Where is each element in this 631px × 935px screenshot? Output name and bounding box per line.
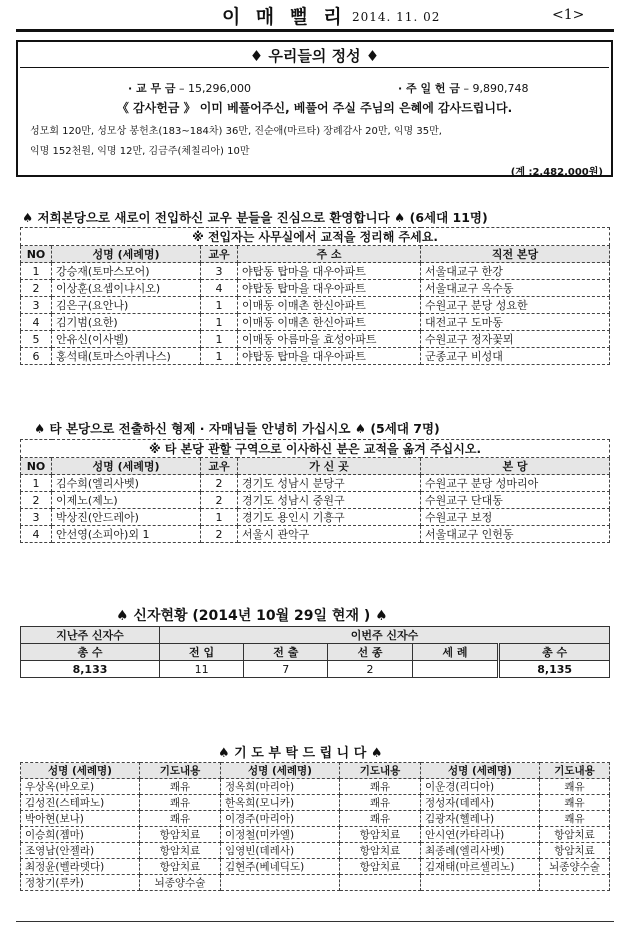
table-row bbox=[21, 280, 610, 297]
stat-value bbox=[412, 661, 499, 678]
leavers-note: ※ 타 본당 관할 구역으로 이사하신 분은 교적을 옮겨 주십시오. bbox=[21, 440, 610, 458]
table-cell: 수원교구 분당 성마리아 bbox=[421, 475, 610, 492]
table-cell: 김성진(스테파노) bbox=[21, 795, 140, 811]
table-cell: 쾌유 bbox=[340, 795, 421, 811]
table-cell: 5 bbox=[21, 331, 52, 348]
table-cell: 경기도 용인시 기흥구 bbox=[238, 509, 421, 526]
table-cell: 수원교구 분당 성요한 bbox=[421, 297, 610, 314]
table-cell: 1 bbox=[201, 331, 238, 348]
header-divider bbox=[16, 29, 614, 32]
this-total-value: 8,135 bbox=[499, 661, 610, 678]
col-header: 성명 (세례명) bbox=[221, 763, 340, 779]
col-header: 기도내용 bbox=[340, 763, 421, 779]
table-cell: 야탑동 탑마을 대우아파트 bbox=[238, 280, 421, 297]
table-row bbox=[21, 475, 610, 492]
table-cell: 이매동 이매촌 한신아파트 bbox=[238, 314, 421, 331]
table-row bbox=[21, 779, 610, 795]
col-header: 기도내용 bbox=[140, 763, 221, 779]
table-row bbox=[21, 875, 610, 891]
table-cell: 3 bbox=[21, 509, 52, 526]
table-cell: 경기도 성남시 중원구 bbox=[238, 492, 421, 509]
table-cell bbox=[421, 875, 540, 891]
footer-divider bbox=[16, 921, 614, 922]
sunday-offering-value: – 9,890,748 bbox=[460, 82, 529, 95]
table-cell: 이제노(제노) bbox=[52, 492, 201, 509]
table-cell: 김은구(요안나) bbox=[52, 297, 201, 314]
table-cell: 서울시 관악구 bbox=[238, 526, 421, 543]
table-cell: 1 bbox=[201, 348, 238, 365]
this-total-label: 총 수 bbox=[499, 644, 610, 661]
table-row bbox=[21, 314, 610, 331]
col-header: 기도내용 bbox=[540, 763, 610, 779]
col-header: NO bbox=[21, 246, 52, 263]
newcomers-table bbox=[20, 227, 610, 365]
table-cell: 2 bbox=[21, 280, 52, 297]
table-cell: 4 bbox=[21, 526, 52, 543]
bulletin-date: 2014. 11. 02 bbox=[352, 10, 441, 24]
this-week-label: 이번주 신자수 bbox=[160, 627, 610, 644]
table-cell: 박상진(안드레아) bbox=[52, 509, 201, 526]
table-row bbox=[21, 795, 610, 811]
donor-list-line: 익명 152천원, 익명 12만, 김금주(체칠리아) 10만 bbox=[30, 146, 250, 157]
last-total-label: 총 수 bbox=[21, 644, 160, 661]
stat-col: 선 종 bbox=[328, 644, 412, 661]
newcomers-note: ※ 전입자는 사무실에서 교적을 정리해 주세요. bbox=[21, 228, 610, 246]
sunday-offering-label: · 주 일 헌 금 bbox=[398, 82, 461, 95]
table-cell: 대전교구 도마동 bbox=[421, 314, 610, 331]
col-header: 주 소 bbox=[238, 246, 421, 263]
table-cell: 6 bbox=[21, 348, 52, 365]
table-cell: 김수희(엘리사벳) bbox=[52, 475, 201, 492]
table-cell: 서울대교구 인헌동 bbox=[421, 526, 610, 543]
table-row bbox=[21, 348, 610, 365]
table-cell: 서울대교구 옥수동 bbox=[421, 280, 610, 297]
table-cell: 항암치료 bbox=[140, 843, 221, 859]
table-cell: 2 bbox=[21, 492, 52, 509]
col-header: 직전 본당 bbox=[421, 246, 610, 263]
table-cell: 박아현(보나) bbox=[21, 811, 140, 827]
stats-table bbox=[20, 626, 610, 678]
table-cell bbox=[340, 875, 421, 891]
table-cell: 쾌유 bbox=[140, 811, 221, 827]
table-cell: 조영남(안젤라) bbox=[21, 843, 140, 859]
table-cell: 우상옥(바오로) bbox=[21, 779, 140, 795]
table-cell: 1 bbox=[21, 475, 52, 492]
table-cell: 항암치료 bbox=[540, 843, 610, 859]
table-cell: 2 bbox=[201, 492, 238, 509]
table-cell: 1 bbox=[201, 509, 238, 526]
table-cell: 군종교구 비성대 bbox=[421, 348, 610, 365]
col-header: 성명 (세례명) bbox=[421, 763, 540, 779]
newcomers-title: ♠ 저희본당으로 새로이 전입하신 교우 분들을 진심으로 환영합니다 ♠ (6세대 11명) bbox=[22, 210, 488, 225]
table-cell: 1 bbox=[21, 263, 52, 280]
table-cell: 이운경(리디아) bbox=[421, 779, 540, 795]
table-cell: 4 bbox=[201, 280, 238, 297]
offerings-title: ♦ 우리들의 정성 ♦ bbox=[249, 47, 380, 65]
table-cell: 홍석태(토마스아퀴나스) bbox=[52, 348, 201, 365]
table-cell: 쾌유 bbox=[540, 795, 610, 811]
col-header: 가 신 곳 bbox=[238, 458, 421, 475]
table-row bbox=[21, 811, 610, 827]
table-cell: 쾌유 bbox=[140, 795, 221, 811]
col-header: 성명 (세례명) bbox=[21, 763, 140, 779]
table-row bbox=[21, 526, 610, 543]
table-cell: 2 bbox=[201, 526, 238, 543]
table-row bbox=[21, 263, 610, 280]
col-header: 교우 bbox=[201, 246, 238, 263]
tithe-amount bbox=[128, 80, 251, 96]
last-week-label: 지난주 신자수 bbox=[21, 627, 160, 644]
stat-col: 세 례 bbox=[412, 644, 499, 661]
table-cell: 이경주(마리아) bbox=[221, 811, 340, 827]
table-row bbox=[21, 509, 610, 526]
prayers-title: ♠ 기 도 부 탁 드 립 니 다 ♠ bbox=[218, 746, 383, 761]
table-cell: 야탑동 탑마을 대우아파트 bbox=[238, 348, 421, 365]
table-row bbox=[21, 859, 610, 875]
table-cell: 최정윤(벨라뎃다) bbox=[21, 859, 140, 875]
table-cell bbox=[540, 875, 610, 891]
table-cell: 최종례(엘리사벳) bbox=[421, 843, 540, 859]
table-cell: 강승재(토마스모어) bbox=[52, 263, 201, 280]
table-cell: 항암치료 bbox=[340, 827, 421, 843]
page-number: <1> bbox=[552, 7, 585, 23]
table-cell: 항암치료 bbox=[540, 827, 610, 843]
table-cell: 항암치료 bbox=[340, 843, 421, 859]
table-cell: 김재태(마르셀리노) bbox=[421, 859, 540, 875]
table-cell: 항암치료 bbox=[140, 859, 221, 875]
table-cell: 정성자(데레사) bbox=[421, 795, 540, 811]
leavers-table bbox=[20, 439, 610, 543]
stats-title: ♠ 신자현황 (2014년 10월 29일 현재 ) ♠ bbox=[116, 608, 388, 624]
col-header: NO bbox=[21, 458, 52, 475]
table-cell: 쾌유 bbox=[140, 779, 221, 795]
table-cell: 1 bbox=[201, 297, 238, 314]
table-cell: 안선영(소피아)외 1 bbox=[52, 526, 201, 543]
table-cell: 뇌종양수술 bbox=[540, 859, 610, 875]
table-cell: 수원교구 단대동 bbox=[421, 492, 610, 509]
stat-value: 11 bbox=[160, 661, 244, 678]
table-cell: 이매동 아름마을 효성아파트 bbox=[238, 331, 421, 348]
col-header: 성명 (세례명) bbox=[52, 246, 201, 263]
table-cell: 쾌유 bbox=[340, 811, 421, 827]
table-cell: 수원교구 보정 bbox=[421, 509, 610, 526]
table-row bbox=[21, 843, 610, 859]
table-row bbox=[21, 297, 610, 314]
table-cell: 3 bbox=[21, 297, 52, 314]
table-row bbox=[21, 827, 610, 843]
offerings-divider bbox=[20, 67, 609, 68]
table-cell: 쾌유 bbox=[540, 811, 610, 827]
tithe-label: · 교 무 금 bbox=[128, 82, 176, 95]
table-row bbox=[21, 492, 610, 509]
stat-value: 2 bbox=[328, 661, 412, 678]
table-cell bbox=[221, 875, 340, 891]
table-cell: 항암치료 bbox=[340, 859, 421, 875]
stat-value: 7 bbox=[244, 661, 328, 678]
sunday-offering-amount bbox=[398, 80, 529, 96]
table-cell: 김현주(베네딕도) bbox=[221, 859, 340, 875]
table-cell: 경기도 성남시 분당구 bbox=[238, 475, 421, 492]
table-cell: 3 bbox=[201, 263, 238, 280]
leavers-title: ♠ 타 본당으로 전출하신 형제 · 자매님들 안녕히 가십시오 ♠ (5세대 7명) bbox=[34, 421, 440, 436]
col-header: 교우 bbox=[201, 458, 238, 475]
table-cell: 2 bbox=[201, 475, 238, 492]
table-cell: 이승희(젬마) bbox=[21, 827, 140, 843]
table-cell: 쾌유 bbox=[540, 779, 610, 795]
table-cell: 이정철(미카엘) bbox=[221, 827, 340, 843]
table-cell: 이매동 이매촌 한신아파트 bbox=[238, 297, 421, 314]
table-cell: 김기범(요한) bbox=[52, 314, 201, 331]
bulletin-title: 이 매 뻘 리 bbox=[222, 6, 344, 28]
stat-col: 전 출 bbox=[244, 644, 328, 661]
offerings-box bbox=[16, 40, 613, 177]
table-cell: 안유신(이사벨) bbox=[52, 331, 201, 348]
table-cell: 수원교구 정자꽃뫼 bbox=[421, 331, 610, 348]
table-cell: 서울대교구 한강 bbox=[421, 263, 610, 280]
col-header: 성명 (세례명) bbox=[52, 458, 201, 475]
col-header: 본 당 bbox=[421, 458, 610, 475]
prayer-table bbox=[20, 762, 610, 891]
table-cell: 임영빈(데레사) bbox=[221, 843, 340, 859]
table-cell: 쾌유 bbox=[340, 779, 421, 795]
table-cell: 뇌종양수술 bbox=[140, 875, 221, 891]
table-cell: 이상훈(요셉이냐시오) bbox=[52, 280, 201, 297]
table-cell: 정옥희(마리아) bbox=[221, 779, 340, 795]
table-cell: 김광자(헬레나) bbox=[421, 811, 540, 827]
tithe-value: – 15,296,000 bbox=[175, 82, 252, 95]
stat-col: 전 입 bbox=[160, 644, 244, 661]
table-cell: 1 bbox=[201, 314, 238, 331]
table-cell: 한옥희(모니카) bbox=[221, 795, 340, 811]
thanks-total: (계 :2,482,000원) bbox=[510, 167, 603, 178]
table-cell: 야탑동 탑마을 대우아파트 bbox=[238, 263, 421, 280]
table-row bbox=[21, 331, 610, 348]
table-cell: 항암치료 bbox=[140, 827, 221, 843]
donor-list-line: 성모회 120만, 성모상 봉헌초(183~184차) 36만, 진순애(마르타) 장례감사 20만, 익명 35만, bbox=[30, 126, 442, 137]
thanks-heading: 《 감사헌금 》 이미 베풀어주신, 베풀어 주실 주님의 은혜에 감사드립니다. bbox=[116, 101, 513, 115]
table-cell: 4 bbox=[21, 314, 52, 331]
last-total-value: 8,133 bbox=[21, 661, 160, 678]
table-cell: 안시연(카타리나) bbox=[421, 827, 540, 843]
table-cell: 정창기(루카) bbox=[21, 875, 140, 891]
